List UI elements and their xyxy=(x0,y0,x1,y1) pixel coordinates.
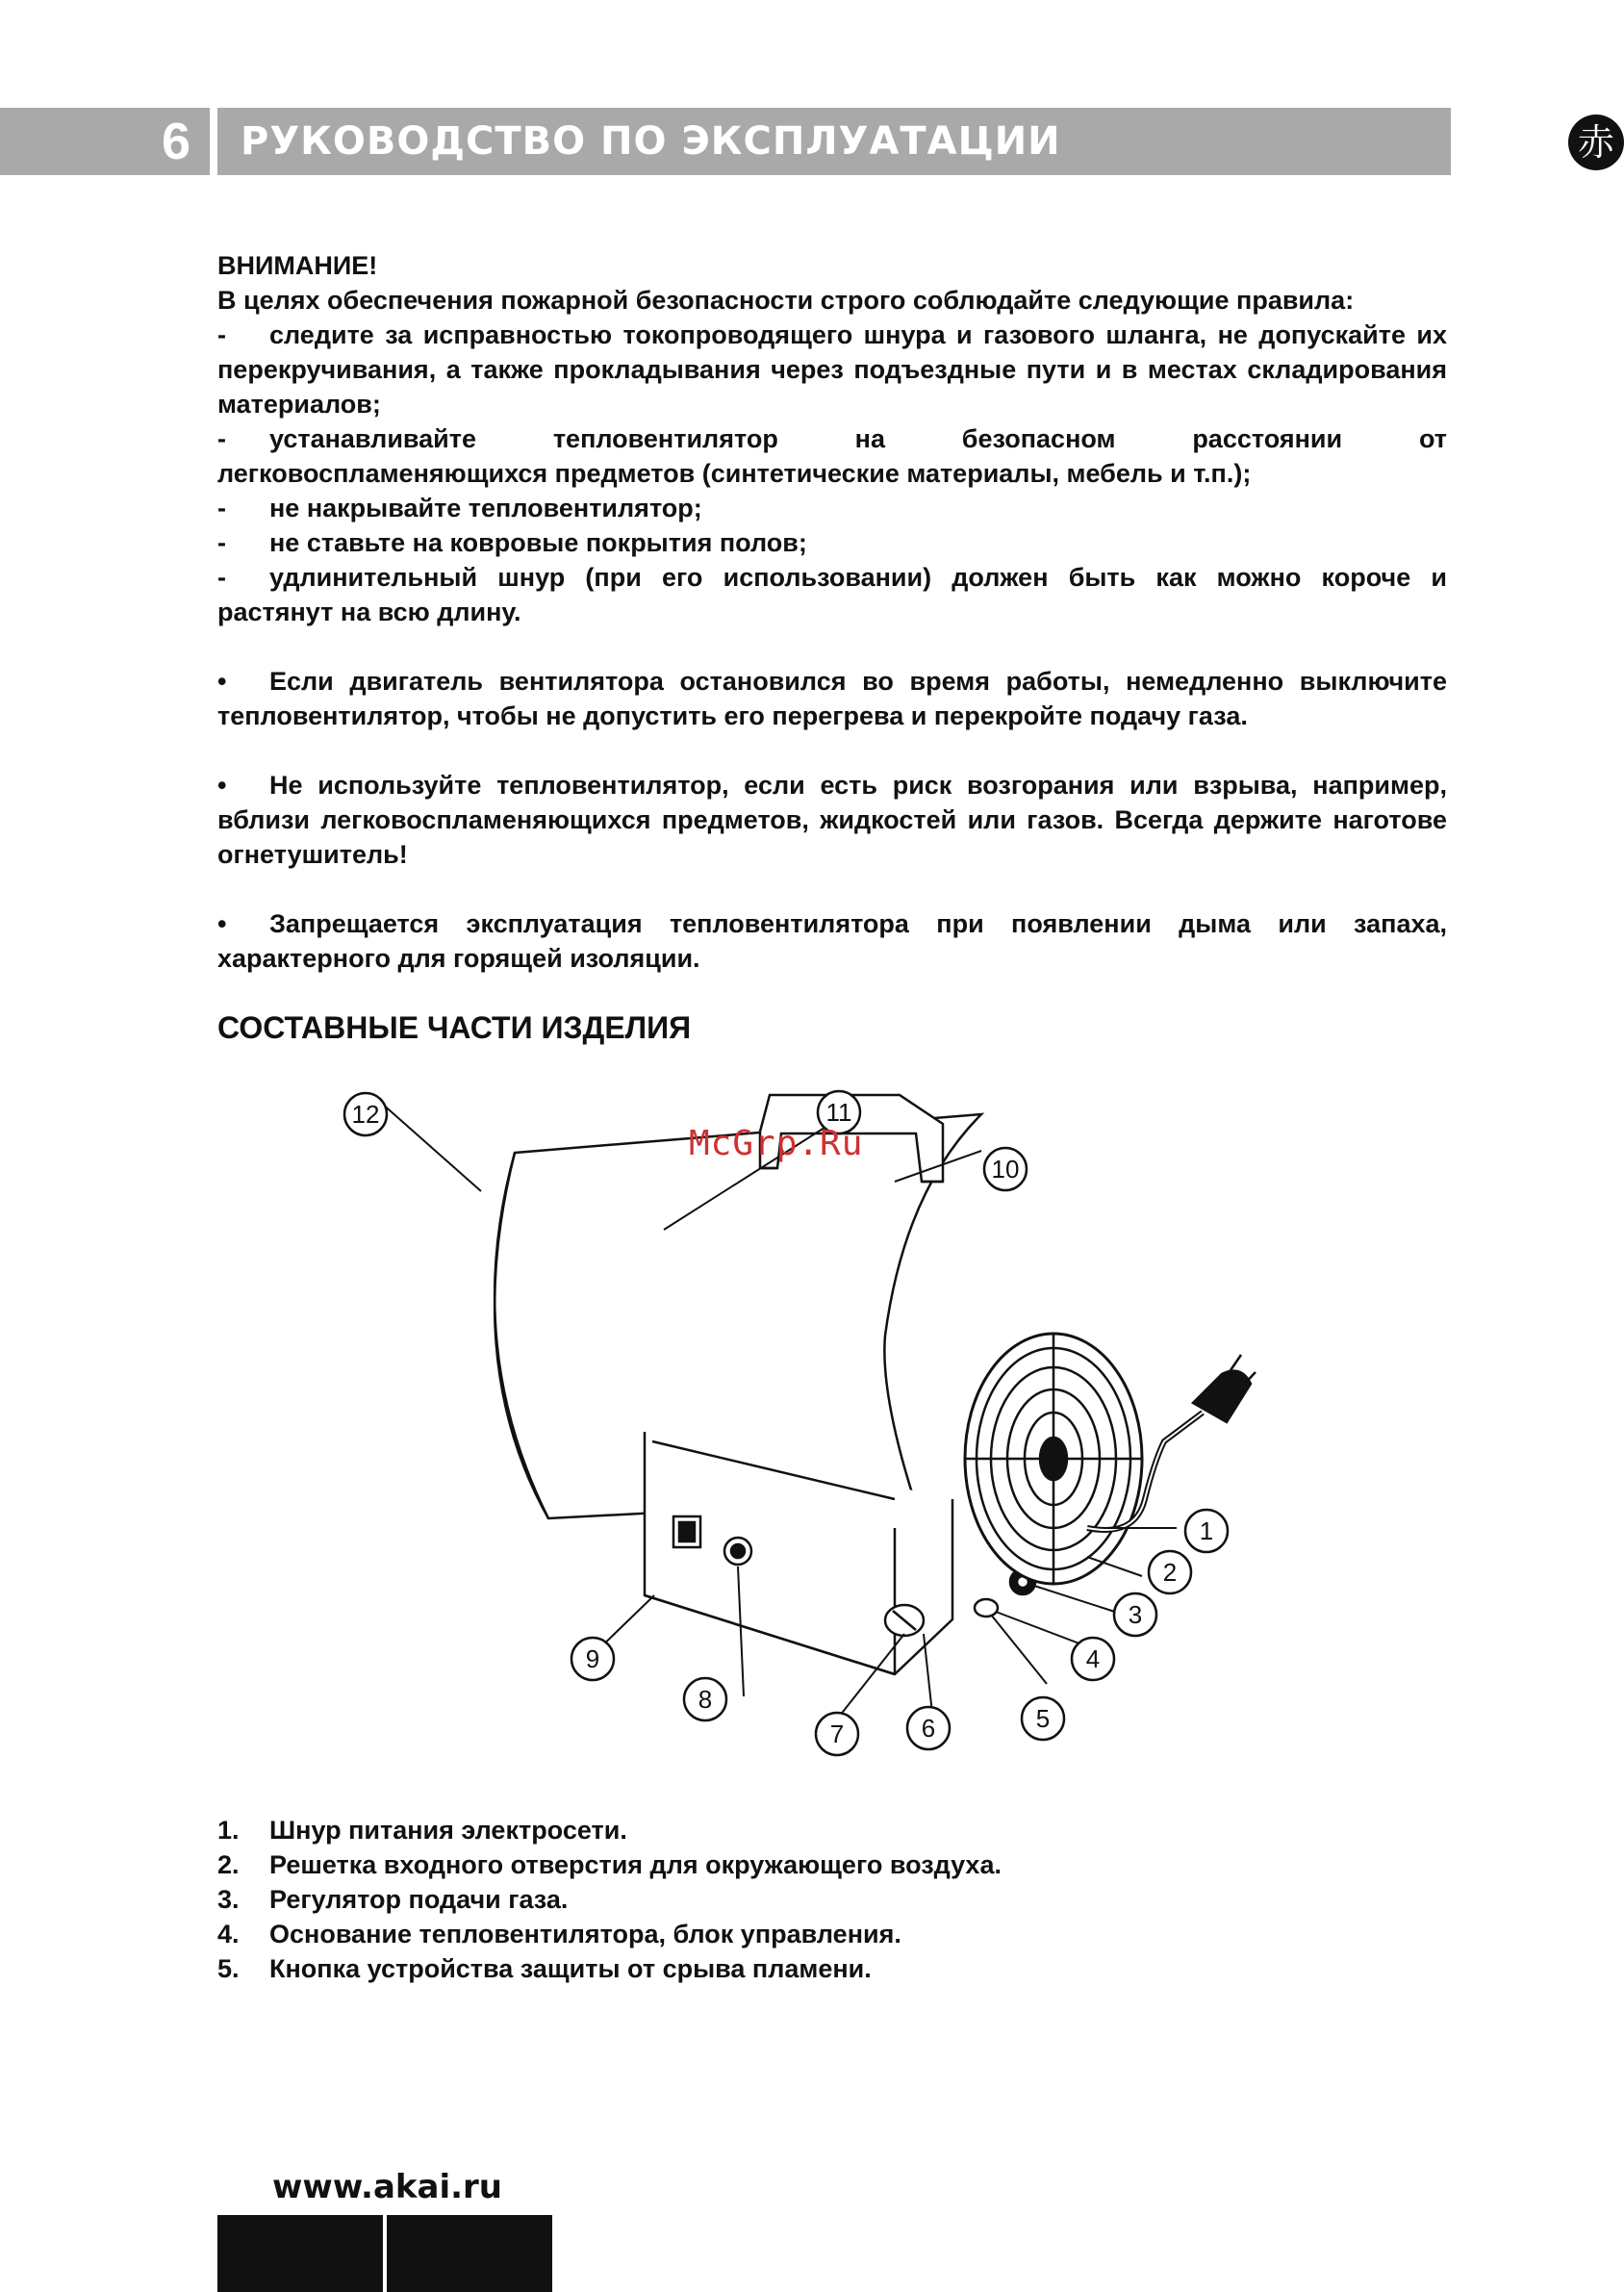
svg-text:8: 8 xyxy=(698,1685,713,1714)
callout-2 xyxy=(1149,1551,1191,1593)
legend-number: 1. xyxy=(217,1816,240,1845)
page-number: 6 xyxy=(161,113,190,170)
legend-text: Шнур питания электросети. xyxy=(269,1816,627,1845)
rule-line: устанавливайте тепловентилятор на безопасном расстоянии от xyxy=(269,424,1447,453)
bullet-line: тепловентилятор, чтобы не допустить его перегрева и перекройте подачу газа. xyxy=(217,701,1248,730)
akai-logo-icon: 赤 xyxy=(1568,115,1624,170)
callout-10 xyxy=(984,1148,1027,1190)
svg-text:12: 12 xyxy=(351,1100,380,1129)
svg-text:5: 5 xyxy=(1035,1704,1051,1733)
legend-text: Основание тепловентилятора, блок управления. xyxy=(269,1920,901,1948)
rule-line: растянут на всю длину. xyxy=(217,598,521,626)
warning-heading: ВНИМАНИЕ! xyxy=(217,251,378,280)
legend-text: Регулятор подачи газа. xyxy=(269,1885,569,1914)
parts-section-title: СОСТАВНЫЕ ЧАСТИ ИЗДЕЛИЯ xyxy=(217,1010,692,1045)
rule-line: следите за исправностью токопроводящего шнура и газового шланга, не допускайте их xyxy=(269,320,1447,349)
svg-text:1: 1 xyxy=(1199,1516,1214,1545)
rule-marker: - xyxy=(217,424,226,453)
warning-bullet xyxy=(217,768,1447,802)
heater-base xyxy=(645,1432,952,1674)
callout-12 xyxy=(344,1093,387,1135)
warning-bullet xyxy=(217,906,1447,941)
rule-marker: - xyxy=(217,563,226,592)
warning-bullet xyxy=(217,664,1447,699)
callout-9 xyxy=(571,1638,614,1680)
bullet-line: Запрещается эксплуатация тепловентилятора при появлении дыма или запаха, xyxy=(269,909,1447,938)
bullet-line: характерного для горящей изоляции. xyxy=(217,944,700,973)
heater-diagram xyxy=(317,1076,1260,1769)
legend-item xyxy=(217,1847,1002,1882)
footer-block-right xyxy=(387,2215,552,2292)
svg-text:4: 4 xyxy=(1085,1644,1101,1673)
svg-text:3: 3 xyxy=(1128,1600,1143,1629)
rule-marker: - xyxy=(217,320,226,349)
svg-text:6: 6 xyxy=(921,1714,936,1743)
legend-item xyxy=(217,1882,1002,1917)
parts-legend xyxy=(217,1813,1002,1986)
rule-item xyxy=(217,491,1447,525)
legend-number: 5. xyxy=(217,1954,240,1983)
legend-number: 4. xyxy=(217,1920,240,1948)
header-title-box xyxy=(217,108,1614,175)
svg-text:7: 7 xyxy=(829,1719,845,1748)
watermark: McGrp.Ru xyxy=(689,1124,864,1163)
legend-item xyxy=(217,1951,1002,1986)
bullet-marker: • xyxy=(217,771,227,800)
svg-text:2: 2 xyxy=(1162,1558,1178,1587)
legend-text: Решетка входного отверстия для окружающего воздуха. xyxy=(269,1850,1002,1879)
legend-text: Кнопка устройства защиты от срыва пламени. xyxy=(269,1954,872,1983)
bullet-line: вблизи легковоспламеняющихся предметов, жидкостей или газов. Всегда держите наготове xyxy=(217,805,1447,834)
svg-text:10: 10 xyxy=(991,1155,1020,1184)
bullet-line: Не используйте тепловентилятор, если есть риск возгорания или взрыва, например, xyxy=(269,771,1447,800)
callout-1 xyxy=(1185,1510,1228,1552)
rule-item xyxy=(217,525,1447,560)
rule-item xyxy=(217,318,1447,352)
svg-text:11: 11 xyxy=(825,1098,852,1127)
callout-3 xyxy=(1114,1593,1156,1636)
rule-line: материалов; xyxy=(217,390,381,419)
website-link[interactable]: www.akai.ru xyxy=(272,2168,503,2206)
bullet-marker: • xyxy=(217,909,227,938)
callout-5 xyxy=(1022,1697,1064,1740)
callout-6 xyxy=(907,1707,950,1749)
bullet-marker: • xyxy=(217,667,227,696)
rule-item xyxy=(217,560,1447,595)
page-header xyxy=(0,108,1614,175)
callout-4 xyxy=(1072,1638,1114,1680)
legend-number: 3. xyxy=(217,1885,240,1914)
page-title: РУКОВОДСТВО ПО ЭКСПЛУАТАЦИИ xyxy=(241,119,1061,164)
bullet-line: огнетушитель! xyxy=(217,840,408,869)
warning-intro: В целях обеспечения пожарной безопасности строго соблюдайте следующие правила: xyxy=(217,286,1355,315)
bullet-line: Если двигатель вентилятора остановился во время работы, немедленно выключите xyxy=(269,667,1447,696)
legend-item xyxy=(217,1813,1002,1847)
svg-text:9: 9 xyxy=(585,1644,600,1673)
rule-line: не накрывайте тепловентилятор; xyxy=(269,494,702,522)
legend-item xyxy=(217,1917,1002,1951)
rule-line: перекручивания, а также прокладывания через подъездные пути и в местах складирования xyxy=(217,355,1447,384)
callout-8 xyxy=(684,1678,726,1720)
rule-line: легковоспламеняющихся предметов (синтетические материалы, мебель и т.п.); xyxy=(217,459,1252,488)
rule-line: не ставьте на ковровые покрытия полов; xyxy=(269,528,807,557)
footer-block-left xyxy=(217,2215,383,2292)
legend-number: 2. xyxy=(217,1850,240,1879)
rule-marker: - xyxy=(217,494,226,522)
warning-section xyxy=(217,248,1447,976)
rule-item xyxy=(217,421,1447,456)
callout-7 xyxy=(816,1713,858,1755)
rule-line: удлинительный шнур (при его использовании) должен быть как можно короче и xyxy=(269,563,1447,592)
page-number-box xyxy=(0,108,210,175)
rule-marker: - xyxy=(217,528,226,557)
